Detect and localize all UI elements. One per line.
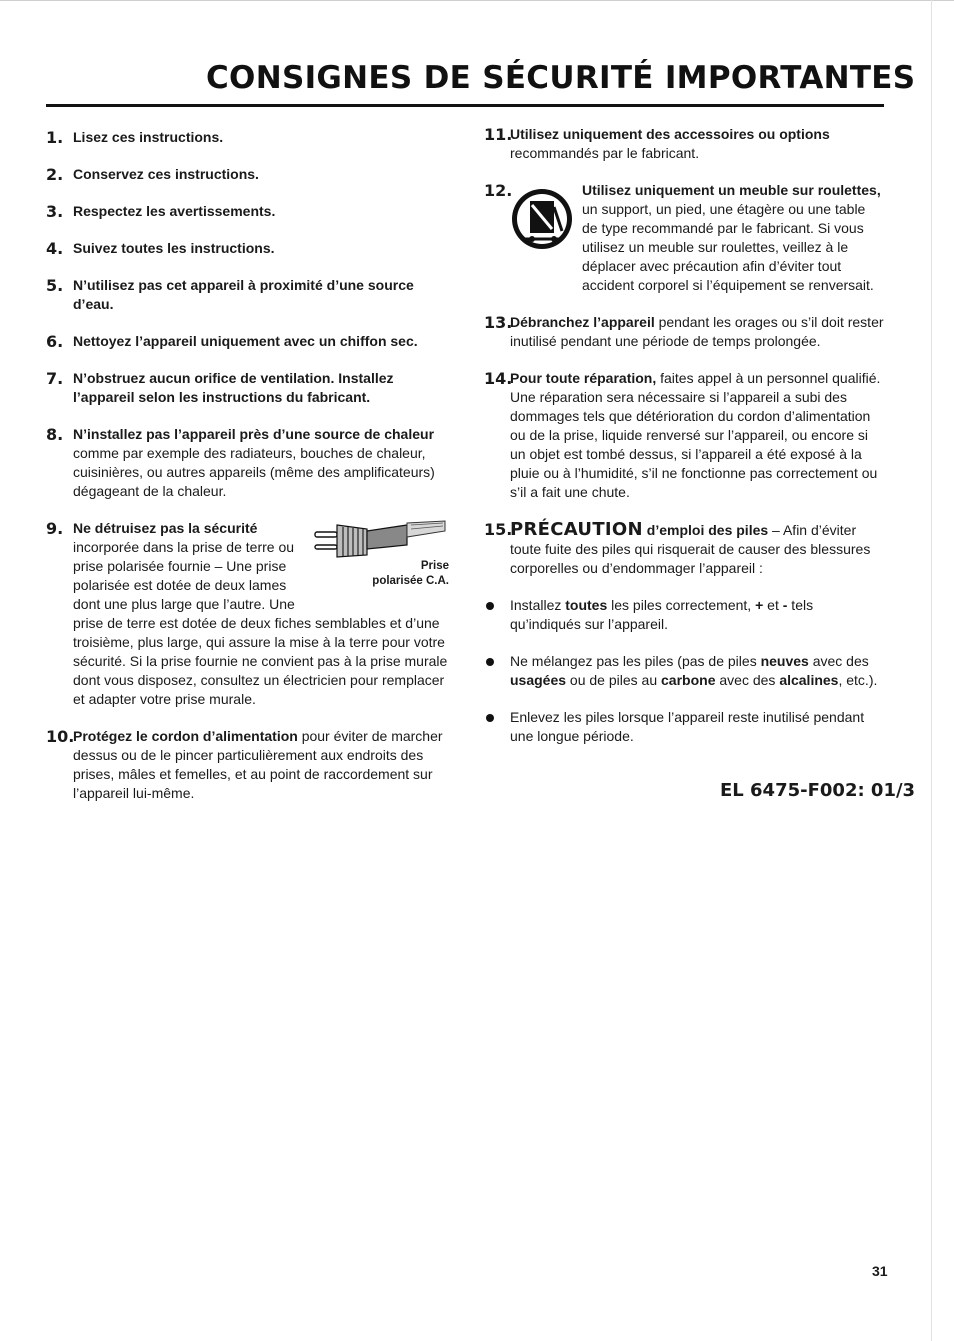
item-number: 15.: [484, 520, 513, 539]
instruction-item-8: [46, 425, 451, 501]
item-heading: Utilisez uniquement des accessoires ou options: [510, 126, 830, 142]
page-number: 31: [872, 1263, 888, 1279]
item-number: 11.: [484, 125, 513, 144]
instruction-item-3: [46, 202, 451, 221]
instruction-item-6: [46, 332, 451, 351]
item-heading: Pour toute réparation,: [510, 370, 657, 386]
item-text: pour éviter de marcher dessus ou de le pincer particulièrement aux endroits des prises, mâles et femelles, et au point de raccordement sur l’appareil lui-même.: [73, 728, 443, 801]
instruction-item-5: [46, 276, 451, 314]
item-heading: Conservez ces instructions.: [73, 166, 259, 182]
instruction-item-1: [46, 128, 451, 147]
item-text: un support, un pied, une étagère ou une table de type recommandé par le fabricant. Si vous utilisez un meuble sur roulettes, veillez à le déplacer avec précaution afin d’éviter tout accident corporel si l’équipement se renversait.: [582, 201, 874, 293]
item-12-text-block: [582, 181, 884, 295]
precaution-heading: PRÉCAUTION: [510, 519, 643, 540]
item-number: 9.: [46, 519, 64, 538]
bullet-text: et: [763, 597, 783, 613]
item-text: faites appel à un personnel qualifié. Une réparation sera nécessaire si l’appareil a subi des dommages tels que détérioration du cordon d’alimentation ou de la prise, liquide renversé sur l’appareil, ou encore si un objet est tombé dessus, si l’appareil a été exposé à la pluie ou à l’humidité, s’il ne fonctionne pas correctement ou s’il a fait une chute.: [510, 370, 881, 500]
item-number: 1.: [46, 128, 64, 147]
left-column: [46, 128, 451, 821]
item-heading: N’utilisez pas cet appareil à proximité d’une source d’eau.: [73, 277, 414, 312]
item-text: recommandés par le fabricant.: [510, 145, 700, 161]
item-heading: Respectez les avertissements.: [73, 203, 276, 219]
item-number: 7.: [46, 369, 64, 388]
item-number: 10.: [46, 727, 75, 746]
instruction-item-11: [484, 125, 884, 163]
item-heading: d’emploi des piles: [642, 522, 769, 538]
item-heading: N’installez pas l’appareil près d’une source de chaleur: [73, 426, 435, 442]
item-number: 5.: [46, 276, 64, 295]
bullet-text: tels qu’indiqués sur l’appareil.: [510, 597, 814, 632]
bullet-text: ou de piles au: [566, 672, 662, 688]
document-code: EL 6475-F002: 01/3: [720, 780, 916, 801]
bullet-text: , etc.).: [838, 672, 878, 688]
item-heading: N’obstruez aucun orifice de ventilation. Installez l’appareil selon les instructions du fabricant.: [73, 370, 394, 405]
caption-line-2: polarisée C.A.: [372, 575, 449, 587]
battery-bullet-list: [484, 596, 884, 746]
instruction-item-9: [46, 519, 451, 709]
instruction-item-2: [46, 165, 451, 184]
item-number: 6.: [46, 332, 64, 351]
item-text: comme par exemple des radiateurs, bouches de chaleur, cuisinières, ou autres appareils (même des amplificateurs) dégageant de la chaleur.: [73, 445, 435, 499]
item-number: 13.: [484, 313, 513, 332]
item-heading: Utilisez uniquement un meuble sur roulettes,: [582, 182, 881, 198]
item-heading: Suivez toutes les instructions.: [73, 240, 275, 256]
polarized-plug-figure: [311, 519, 451, 597]
bullet-text: les piles correctement,: [607, 597, 756, 613]
bullet-emphasis: alcalines: [779, 672, 839, 688]
instruction-item-14: [484, 369, 884, 502]
bullet-item: [484, 708, 884, 746]
bullet-item: [484, 652, 884, 690]
bullet-text: Installez: [510, 597, 566, 613]
item-heading: Nettoyez l’appareil uniquement avec un chiffon sec.: [73, 333, 418, 349]
item-heading: Débranchez l’appareil: [510, 314, 655, 330]
plug-icon: [311, 519, 451, 559]
bullet-emphasis: usagées: [510, 672, 567, 688]
item-number: 14.: [484, 369, 513, 388]
bullet-emphasis: carbone: [661, 672, 716, 688]
instruction-item-12: [484, 181, 884, 295]
item-text: – Afin d’éviter toute fuite des piles qui risquerait de causer des blessures corporelles ou d’endommager l’appareil :: [510, 522, 871, 576]
cart-warning-icon: [510, 187, 574, 251]
item-heading: Protégez le cordon d’alimentation: [73, 728, 298, 744]
plug-figure-caption: [372, 559, 449, 589]
instruction-item-10: [46, 727, 451, 803]
title-underline: [46, 104, 884, 107]
item-heading: Ne détruisez pas la sécurité: [73, 520, 258, 536]
bullet-text: avec des: [715, 672, 780, 688]
item-number: 8.: [46, 425, 64, 444]
item-number: 12.: [484, 181, 513, 200]
bullet-emphasis: neuves: [760, 653, 809, 669]
item-heading: Lisez ces instructions.: [73, 129, 224, 145]
bullet-item: [484, 596, 884, 634]
top-edge-rule: [0, 0, 954, 1]
caption-line-1: Prise: [420, 560, 449, 572]
item-text: pendant les orages ou s’il doit rester inutilisé pendant une période de temps prolongée.: [510, 314, 884, 349]
page-edge-line: [931, 0, 932, 1341]
page-title: CONSIGNES DE SÉCURITÉ IMPORTANTES: [206, 60, 916, 96]
bullet-emphasis: +: [755, 597, 764, 613]
instruction-item-15: [484, 520, 884, 578]
item-number: 3.: [46, 202, 64, 221]
bullet-text: Enlevez les piles lorsque l’appareil reste inutilisé pendant une longue période.: [510, 709, 865, 744]
bullet-text: Ne mélangez pas les piles (pas de piles: [510, 653, 761, 669]
right-column: [484, 125, 884, 764]
item-number: 2.: [46, 165, 64, 184]
item-text: incorporée dans la prise de terre ou prise polarisée fournie – Une prise polarisée est dotée de deux lames dont une plus large que l’autre. Une prise de terre est dotée de deux fiches semblables et d’une troisième, plus large, qui assure la mise à la terre pour votre sécurité. Si la prise fournie ne convient pas à la prise murale dont vous disposez, consultez un électricien pour remplacer et adapter votre prise murale.: [73, 539, 448, 707]
bullet-emphasis: -: [782, 597, 788, 613]
bullet-text: avec des: [808, 653, 869, 669]
instruction-item-13: [484, 313, 884, 351]
instruction-item-7: [46, 369, 451, 407]
bullet-emphasis: toutes: [565, 597, 608, 613]
item-number: 4.: [46, 239, 64, 258]
instruction-item-4: [46, 239, 451, 258]
